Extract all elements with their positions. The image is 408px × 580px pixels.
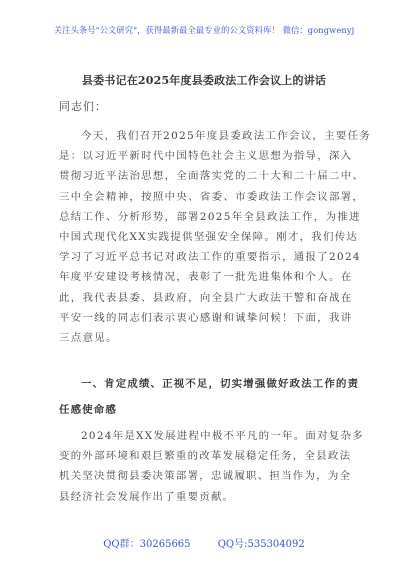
paragraph-line: 学习了习近平总书记对政法工作的重要指示，通报了2024 — [59, 251, 361, 264]
paragraph-line: 2024年是XX发展进程中极不平凡的一年。面对复杂多 — [81, 430, 364, 442]
promo-banner: 关注头条号"公文研究"，获得最新最全最专业的公文资料库！ 微信：gongwenyj — [53, 25, 355, 35]
paragraph-line: 是：以习近平新时代中国特色社会主义思想为指导，深入 — [59, 150, 353, 163]
paragraph-2024 — [59, 426, 364, 507]
document-title: 县委书记在2025年度县委政法工作会议上的讲话 — [81, 74, 327, 87]
paragraph-line: 总结工作、分析形势，部署2025年全县政法工作，为推进 — [59, 210, 361, 223]
qq-number: QQ号:535304092 — [217, 539, 305, 550]
footer-contact — [0, 535, 408, 550]
paragraph-line: 机关坚决贯彻县委决策部署，忠诚履职、担当作为，为全 — [59, 470, 352, 483]
salutation: 同志们： — [59, 100, 107, 113]
paragraph-line: 变的外部环境和艰巨繁重的改革发展稳定任务，全县政法 — [59, 450, 352, 463]
qq-group-number: QQ群：30265665 — [103, 539, 191, 550]
paragraph-line: 此，我代表县委、县政府，向全县广大政法干警和奋战在 — [59, 291, 353, 304]
paragraph-line: 今天，我们召开2025年度县委政法工作会议，主要任务 — [81, 130, 372, 142]
paragraph-line: 三中全会精神，按照中央、省委、市委政法工作会议部署， — [59, 190, 365, 203]
paragraph-line: 中国式现代化XX实践提供坚强安全保障。刚才，我们传达 — [59, 230, 359, 243]
paragraph-line: 县经济社会发展作出了重要贡献。 — [59, 490, 235, 503]
heading-line: 任感使命感 — [59, 404, 117, 416]
section-heading-1 — [59, 371, 359, 423]
paragraph-intro — [59, 126, 372, 348]
paragraph-line: 平安一线的同志们表示衷心感谢和诚挚问候！下面，我讲 — [59, 311, 353, 324]
heading-line: 一、肯定成绩、正视不足，切实增强做好政法工作的责 — [81, 378, 360, 390]
paragraph-line: 贯彻习近平法治思想，全面落实党的二十大和二十届二中、 — [59, 170, 365, 183]
paragraph-line: 三点意见。 — [59, 331, 118, 344]
paragraph-line: 年度平安建设考核情况，表彰了一批先进集体和个人。在 — [59, 271, 353, 284]
